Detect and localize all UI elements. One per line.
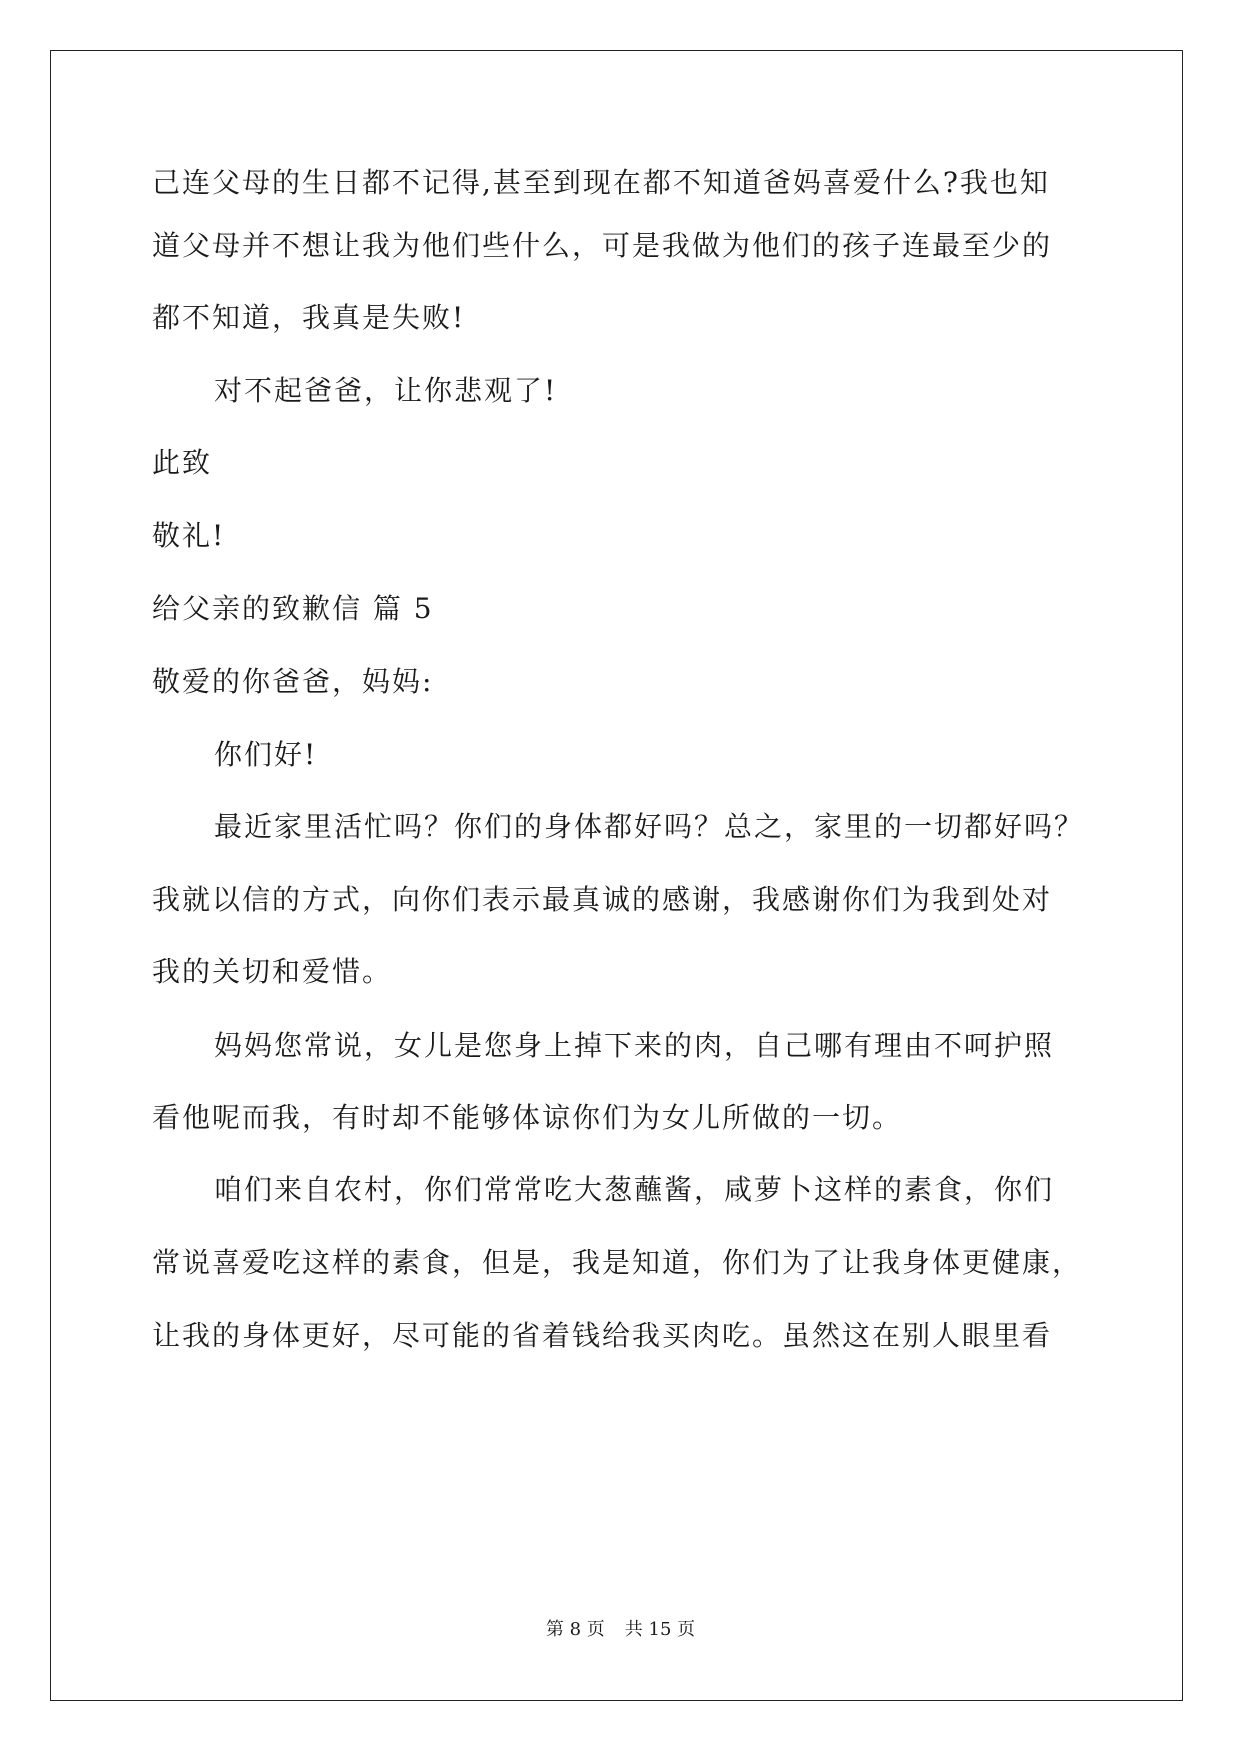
salutation-closing: 此致 — [152, 446, 213, 479]
text-line: 己连父母的生日都不记得,甚至到现在都不知道爸妈喜爱什么?我也知 — [152, 166, 1050, 199]
salutation-regards: 敬礼! — [152, 519, 226, 552]
text-line: 看他呢而我，有时却不能够体谅你们为女儿所做的一切。 — [152, 1101, 903, 1134]
text-line: 都不知道，我真是失败! — [152, 301, 466, 334]
page-footer — [0, 1618, 1241, 1642]
text-line: 你们好! — [214, 738, 318, 771]
text-line: 最近家里活忙吗？你们的身体都好吗？总之，家里的一切都好吗？ — [214, 810, 1085, 843]
text-line: 我的关切和爱惜。 — [152, 955, 393, 988]
page-number: 第 8 页 — [545, 1619, 605, 1640]
page-total: 共 15 页 — [624, 1619, 696, 1640]
text-line: 道父母并不想让我为他们些什么，可是我做为他们的孩子连最至少的 — [152, 229, 1053, 262]
text-line: 常说喜爱吃这样的素食，但是，我是知道，你们为了让我身体更健康， — [152, 1246, 1083, 1279]
text-line: 我就以信的方式，向你们表示最真诚的感谢，我感谢你们为我到处对 — [152, 883, 1053, 916]
text-line: 妈妈您常说，女儿是您身上掉下来的肉，自己哪有理由不呵护照 — [214, 1029, 1055, 1062]
text-line: 让我的身体更好，尽可能的省着钱给我买肉吃。虽然这在别人眼里看 — [152, 1319, 1053, 1352]
section-heading: 给父亲的致歉信 篇 5 — [152, 592, 434, 625]
text-line: 咱们来自农村，你们常常吃大葱蘸酱，咸萝卜这样的素食，你们 — [214, 1173, 1055, 1206]
text-line: 对不起爸爸，让你悲观了! — [214, 374, 558, 407]
letter-greeting: 敬爱的你爸爸，妈妈: — [152, 665, 434, 698]
